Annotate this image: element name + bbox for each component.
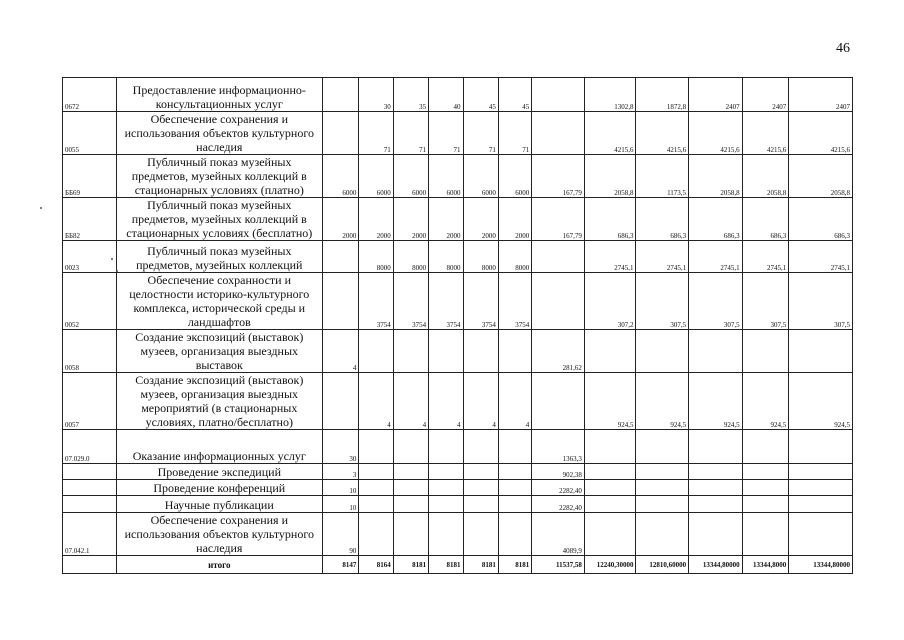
value-cell (322, 373, 358, 430)
value-cell (689, 430, 743, 464)
value-cell: 4 (498, 373, 531, 430)
table-row (63, 480, 853, 496)
table-row (63, 198, 853, 241)
value-cell: 281,62 (532, 330, 585, 373)
value-cell: 8000 (498, 241, 531, 273)
value-cell: 3754 (393, 273, 428, 330)
value-cell: 3754 (429, 273, 463, 330)
value-cell (359, 464, 393, 480)
value-cell (789, 513, 853, 556)
value-cell (532, 112, 585, 155)
value-cell: 8181 (393, 556, 428, 574)
value-cell: 6000 (359, 155, 393, 198)
value-cell: 4 (322, 330, 358, 373)
table-row (63, 112, 853, 155)
value-cell: 924,5 (636, 373, 689, 430)
value-cell: 924,5 (789, 373, 853, 430)
value-cell (742, 513, 789, 556)
value-cell: 2000 (322, 198, 358, 241)
total-row (63, 556, 853, 574)
value-cell (322, 241, 358, 273)
value-cell (463, 330, 498, 373)
value-cell: 30 (359, 78, 393, 112)
service-code: 0052 (63, 273, 117, 330)
service-name: Предоставление информационно-консультационных услуг (116, 78, 322, 112)
value-cell (463, 480, 498, 496)
scan-speck (40, 207, 42, 209)
table-row (63, 430, 853, 464)
service-code (63, 496, 117, 513)
value-cell (636, 496, 689, 513)
value-cell: 35 (393, 78, 428, 112)
value-cell (789, 330, 853, 373)
service-name: Обеспечение сохранения и использования объектов культурного наследия (116, 112, 322, 155)
service-code: 07.042.1 (63, 513, 117, 556)
value-cell: 90 (322, 513, 358, 556)
value-cell (359, 430, 393, 464)
value-cell: 30 (322, 430, 358, 464)
value-cell: 307,5 (636, 273, 689, 330)
value-cell: 686,3 (742, 198, 789, 241)
value-cell (393, 496, 428, 513)
value-cell (689, 513, 743, 556)
value-cell (789, 480, 853, 496)
service-code: 0672 (63, 78, 117, 112)
value-cell: 4215,6 (584, 112, 636, 155)
value-cell: 2282,40 (532, 496, 585, 513)
value-cell: 10 (322, 480, 358, 496)
value-cell: 71 (463, 112, 498, 155)
value-cell: 4 (359, 373, 393, 430)
value-cell (636, 480, 689, 496)
value-cell: 2000 (463, 198, 498, 241)
service-name: Публичный показ музейных предметов, музейных коллекций (116, 241, 322, 273)
value-cell (789, 496, 853, 513)
value-cell (689, 330, 743, 373)
value-cell (463, 464, 498, 480)
scan-speck (111, 258, 113, 260)
table-row (63, 496, 853, 513)
value-cell: 4089,9 (532, 513, 585, 556)
value-cell (584, 330, 636, 373)
value-cell: 307,5 (742, 273, 789, 330)
services-table (62, 77, 853, 574)
value-cell: 71 (359, 112, 393, 155)
value-cell: 13344,8000 (742, 556, 789, 574)
value-cell: 71 (393, 112, 428, 155)
value-cell: 2000 (393, 198, 428, 241)
service-name: Проведение конференций (116, 480, 322, 496)
value-cell: 2407 (789, 78, 853, 112)
service-code: 0055 (63, 112, 117, 155)
value-cell: 307,5 (689, 273, 743, 330)
value-cell: 2058,8 (789, 155, 853, 198)
table-row (63, 330, 853, 373)
scan-speck (116, 270, 118, 272)
value-cell (584, 480, 636, 496)
service-name: Создание экспозиций (выставок) музеев, организация выездных мероприятий (в стационарных условиях, платно/бесплатно) (116, 373, 322, 430)
value-cell (742, 496, 789, 513)
service-code: ББ69 (63, 155, 117, 198)
value-cell (636, 464, 689, 480)
value-cell: 1872,8 (636, 78, 689, 112)
value-cell: 1302,8 (584, 78, 636, 112)
value-cell: 924,5 (689, 373, 743, 430)
service-name: Публичный показ музейных предметов, музейных коллекций в стационарных условиях (платно) (116, 155, 322, 198)
value-cell (393, 330, 428, 373)
value-cell (498, 513, 531, 556)
value-cell (584, 513, 636, 556)
value-cell: 4 (463, 373, 498, 430)
total-label: итого (116, 556, 322, 574)
value-cell: 71 (498, 112, 531, 155)
page-number: 46 (836, 41, 850, 56)
value-cell: 1173,5 (636, 155, 689, 198)
value-cell: 2058,8 (689, 155, 743, 198)
value-cell (532, 273, 585, 330)
value-cell: 71 (429, 112, 463, 155)
service-code: 07.029.0 (63, 430, 117, 464)
value-cell: 2745,1 (636, 241, 689, 273)
value-cell (322, 273, 358, 330)
value-cell: 45 (498, 78, 531, 112)
value-cell: 307,5 (789, 273, 853, 330)
value-cell (498, 430, 531, 464)
value-cell: 40 (429, 78, 463, 112)
value-cell: 2407 (742, 78, 789, 112)
value-cell (429, 496, 463, 513)
value-cell (636, 430, 689, 464)
value-cell: 13344,80000 (789, 556, 853, 574)
service-code (63, 556, 117, 574)
value-cell (498, 464, 531, 480)
value-cell (636, 513, 689, 556)
value-cell (532, 78, 585, 112)
value-cell: 6000 (393, 155, 428, 198)
value-cell: 1363,3 (532, 430, 585, 464)
table-row (63, 464, 853, 480)
value-cell (532, 373, 585, 430)
value-cell: 6000 (429, 155, 463, 198)
value-cell: 4 (393, 373, 428, 430)
value-cell: 4215,6 (742, 112, 789, 155)
value-cell (498, 480, 531, 496)
service-name: Проведение экспедиций (116, 464, 322, 480)
value-cell (393, 430, 428, 464)
value-cell (689, 464, 743, 480)
service-name: Публичный показ музейных предметов, музейных коллекций в стационарных условиях (бесплатно) (116, 198, 322, 241)
value-cell (463, 496, 498, 513)
value-cell (429, 480, 463, 496)
value-cell (359, 480, 393, 496)
table-row (63, 373, 853, 430)
value-cell (742, 430, 789, 464)
value-cell (742, 464, 789, 480)
value-cell (322, 112, 358, 155)
value-cell: 2282,40 (532, 480, 585, 496)
value-cell (359, 496, 393, 513)
value-cell: 4215,6 (689, 112, 743, 155)
table-row (63, 155, 853, 198)
value-cell (689, 496, 743, 513)
value-cell: 2000 (359, 198, 393, 241)
value-cell: 902,38 (532, 464, 585, 480)
value-cell (789, 464, 853, 480)
value-cell: 4215,6 (636, 112, 689, 155)
value-cell (429, 330, 463, 373)
value-cell: 686,3 (584, 198, 636, 241)
value-cell (689, 480, 743, 496)
value-cell (789, 430, 853, 464)
value-cell (584, 496, 636, 513)
value-cell: 8000 (393, 241, 428, 273)
value-cell: 2058,8 (584, 155, 636, 198)
value-cell: 307,2 (584, 273, 636, 330)
value-cell: 2000 (429, 198, 463, 241)
value-cell: 10 (322, 496, 358, 513)
value-cell: 8000 (429, 241, 463, 273)
value-cell: 3754 (359, 273, 393, 330)
table-row (63, 78, 853, 112)
value-cell (359, 330, 393, 373)
value-cell (636, 330, 689, 373)
service-code: 0057 (63, 373, 117, 430)
value-cell: 2745,1 (789, 241, 853, 273)
value-cell: 8000 (463, 241, 498, 273)
service-code: 0023 (63, 241, 117, 273)
value-cell: 6000 (498, 155, 531, 198)
value-cell (393, 513, 428, 556)
table-row (63, 273, 853, 330)
service-code: ББ82 (63, 198, 117, 241)
service-code (63, 464, 117, 480)
value-cell: 924,5 (584, 373, 636, 430)
value-cell: 8147 (322, 556, 358, 574)
value-cell: 3754 (463, 273, 498, 330)
value-cell: 3754 (498, 273, 531, 330)
value-cell (393, 464, 428, 480)
value-cell: 4 (429, 373, 463, 430)
value-cell (429, 464, 463, 480)
value-cell: 8181 (463, 556, 498, 574)
value-cell (429, 430, 463, 464)
value-cell: 12810,60000 (636, 556, 689, 574)
value-cell: 12240,30000 (584, 556, 636, 574)
value-cell (584, 430, 636, 464)
value-cell: 3 (322, 464, 358, 480)
value-cell: 686,3 (636, 198, 689, 241)
value-cell (498, 330, 531, 373)
service-name: Обеспечение сохранения и использования объектов культурного наследия (116, 513, 322, 556)
value-cell: 2000 (498, 198, 531, 241)
value-cell: 686,3 (789, 198, 853, 241)
value-cell: 6000 (463, 155, 498, 198)
value-cell: 2745,1 (584, 241, 636, 273)
value-cell: 2745,1 (689, 241, 743, 273)
value-cell: 2058,8 (742, 155, 789, 198)
value-cell: 924,5 (742, 373, 789, 430)
value-cell: 167,79 (532, 198, 585, 241)
value-cell (498, 496, 531, 513)
value-cell: 8181 (498, 556, 531, 574)
value-cell (742, 480, 789, 496)
value-cell (429, 513, 463, 556)
value-cell: 2407 (689, 78, 743, 112)
value-cell (463, 513, 498, 556)
table-row (63, 241, 853, 273)
value-cell (532, 241, 585, 273)
value-cell: 686,3 (689, 198, 743, 241)
value-cell (359, 513, 393, 556)
value-cell: 8000 (359, 241, 393, 273)
value-cell: 45 (463, 78, 498, 112)
service-code: 0058 (63, 330, 117, 373)
service-name: Научные публикации (116, 496, 322, 513)
value-cell: 167,79 (532, 155, 585, 198)
value-cell: 4215,6 (789, 112, 853, 155)
value-cell: 8181 (429, 556, 463, 574)
service-name: Оказание информационных услуг (116, 430, 322, 464)
value-cell (584, 464, 636, 480)
value-cell: 11537,58 (532, 556, 585, 574)
service-name: Обеспечение сохранности и целостности историко-культурного комплекса, исторической среды и ландшафтов (116, 273, 322, 330)
value-cell: 6000 (322, 155, 358, 198)
value-cell: 13344,80000 (689, 556, 743, 574)
value-cell (463, 430, 498, 464)
value-cell (322, 78, 358, 112)
table-row (63, 513, 853, 556)
service-code (63, 480, 117, 496)
value-cell: 8164 (359, 556, 393, 574)
service-name: Создание экспозиций (выставок) музеев, организация выездных выставок (116, 330, 322, 373)
value-cell (742, 330, 789, 373)
value-cell (393, 480, 428, 496)
value-cell: 2745,1 (742, 241, 789, 273)
